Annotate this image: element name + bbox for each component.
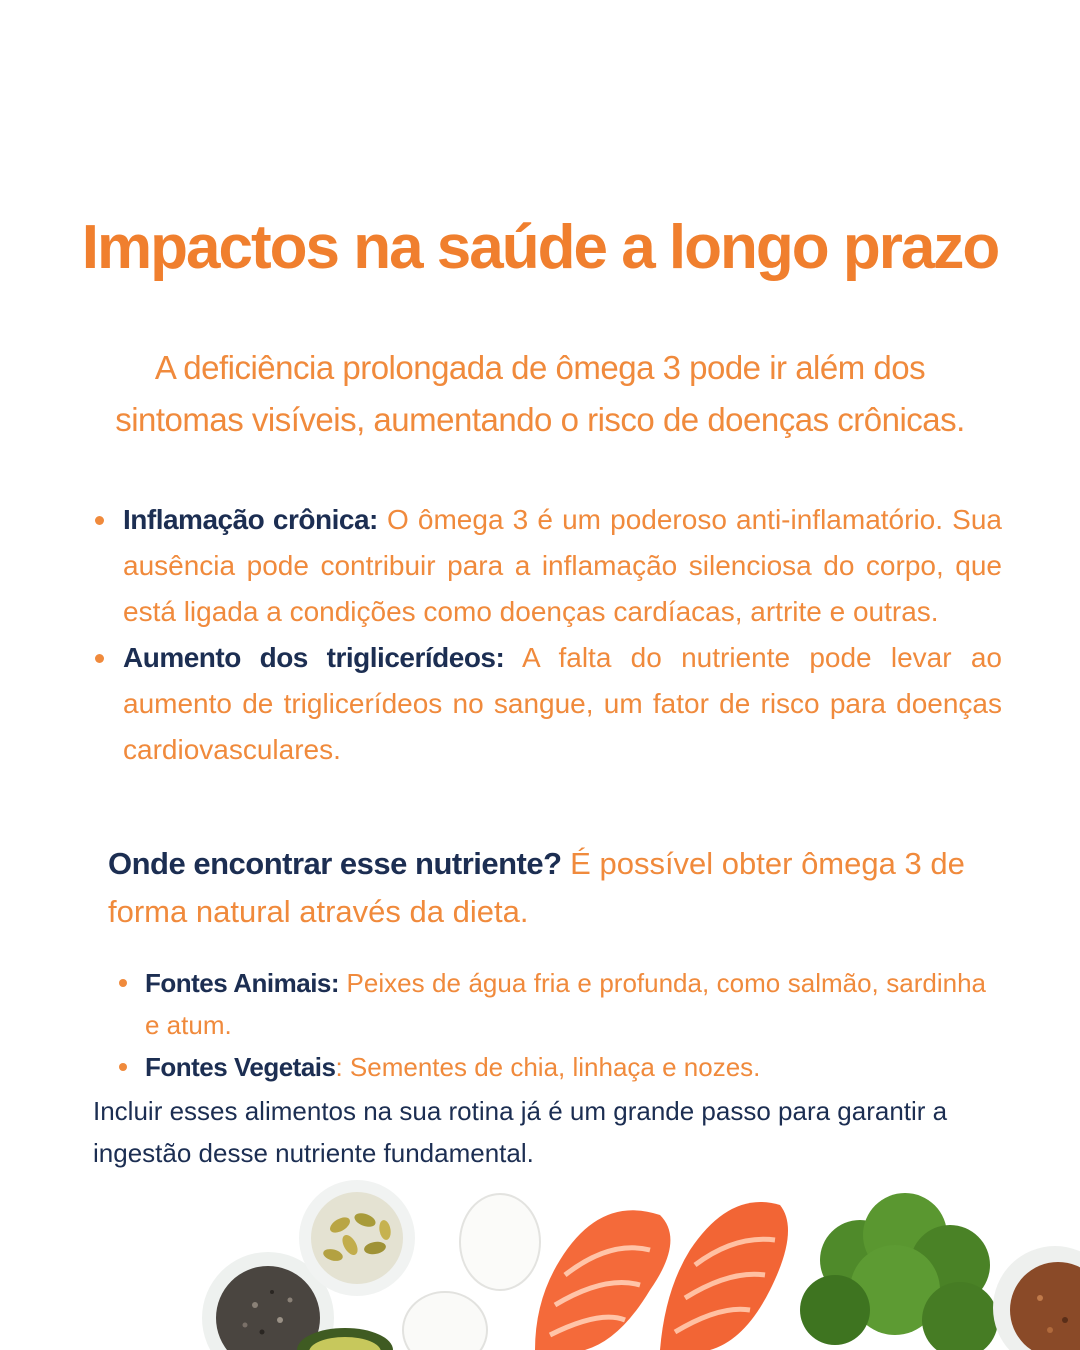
sources-list: [116, 962, 986, 1088]
list-item: [90, 497, 1002, 635]
question-title: Onde encontrar esse nutriente?: [108, 846, 562, 881]
impacts-list: [90, 497, 1002, 773]
question-text: É possível obter ômega 3 de forma natural através da dieta.: [108, 846, 965, 929]
impact-text: O ômega 3 é um poderoso anti-inflamatório. Sua ausência pode contribuir para a inflamação silenciosa do corpo, que está ligada a condições como doenças cardíacas, artrite e outras.: [123, 504, 1002, 627]
question-paragraph: [108, 840, 1008, 936]
flaxseeds-bowl: [993, 1246, 1080, 1350]
bullet-dot-icon: [119, 979, 127, 987]
list-item: [116, 962, 986, 1046]
bullet-dot-icon: [95, 654, 104, 663]
food-illustration: [0, 1180, 1080, 1350]
list-item: [116, 1046, 986, 1088]
salmon-steaks: [535, 1202, 788, 1350]
impact-title: Inflamação crônica:: [123, 504, 378, 535]
bullet-dot-icon: [119, 1063, 127, 1071]
intro-paragraph: [60, 342, 1020, 446]
source-text: Peixes de água fria e profunda, como salmão, sardinha e atum.: [145, 968, 986, 1040]
eggs: [403, 1194, 540, 1350]
impact-text: A falta do nutriente pode levar ao aumento de triglicerídeos no sangue, um fator de risco para doenças cardiovasculares.: [123, 642, 1003, 765]
intro-line-2: sintomas visíveis, aumentando o risco de doenças crônicas.: [115, 401, 965, 438]
intro-line-1: A deficiência prolongada de ômega 3 pode ir além dos: [154, 349, 926, 386]
page-title: Impactos na saúde a longo prazo: [81, 213, 999, 282]
broccoli: [800, 1193, 998, 1350]
source-text: : Sementes de chia, linhaça e nozes.: [335, 1052, 761, 1082]
list-item: [90, 635, 1002, 773]
closing-paragraph: Incluir esses alimentos na sua rotina já é um grande passo para garantir a ingestão desse nutriente fundamental.: [93, 1096, 948, 1168]
pumpkin-seeds-bowl: [299, 1180, 415, 1296]
source-title: Fontes Vegetais: [145, 1052, 336, 1082]
source-title: Fontes Animais:: [145, 968, 340, 998]
bullet-dot-icon: [95, 516, 104, 525]
impact-title: Aumento dos triglicerídeos:: [123, 642, 505, 673]
